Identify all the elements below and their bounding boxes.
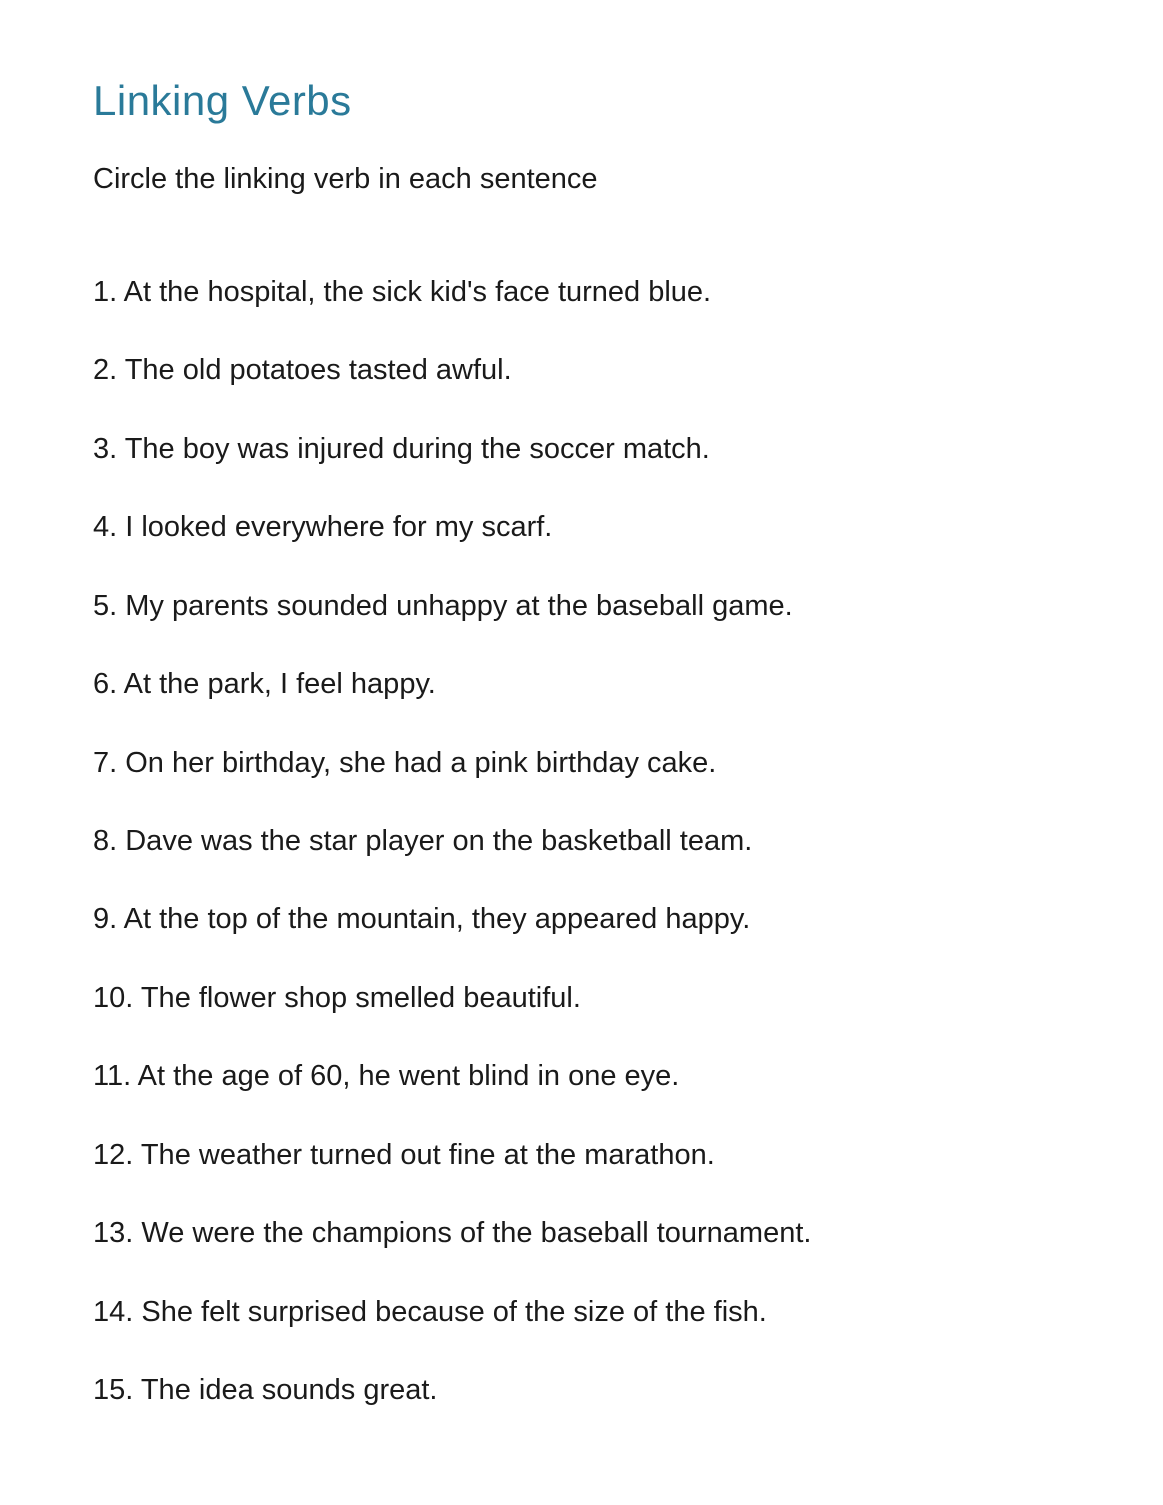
sentence-4: 4. I looked everywhere for my scarf. <box>93 511 553 544</box>
sentence-14: 14. She felt surprised because of the size of the fish. <box>93 1295 767 1328</box>
sentence-8: 8. Dave was the star player on the basketball team. <box>93 825 753 858</box>
sentence-7: 7. On her birthday, she had a pink birthday cake. <box>93 746 717 779</box>
instruction-text: Circle the linking verb in each sentence <box>93 163 598 196</box>
sentence-13: 13. We were the champions of the baseball tournament. <box>93 1217 812 1250</box>
sentence-5: 5. My parents sounded unhappy at the baseball game. <box>93 589 793 622</box>
page-title: Linking Verbs <box>93 77 352 124</box>
sentence-list <box>93 277 1103 1406</box>
sentence-3: 3. The boy was injured during the soccer match. <box>93 432 710 465</box>
sentence-6: 6. At the park, I feel happy. <box>93 668 436 701</box>
sentence-15: 15. The idea sounds great. <box>93 1374 438 1407</box>
sentence-1: 1. At the hospital, the sick kid's face turned blue. <box>93 275 712 308</box>
sentence-11: 11. At the age of 60, he went blind in one eye. <box>93 1060 680 1093</box>
sentence-10: 10. The flower shop smelled beautiful. <box>93 981 581 1014</box>
sentence-12: 12. The weather turned out fine at the marathon. <box>93 1138 715 1171</box>
sentence-9: 9. At the top of the mountain, they appeared happy. <box>93 903 751 936</box>
sentence-2: 2. The old potatoes tasted awful. <box>93 354 512 387</box>
